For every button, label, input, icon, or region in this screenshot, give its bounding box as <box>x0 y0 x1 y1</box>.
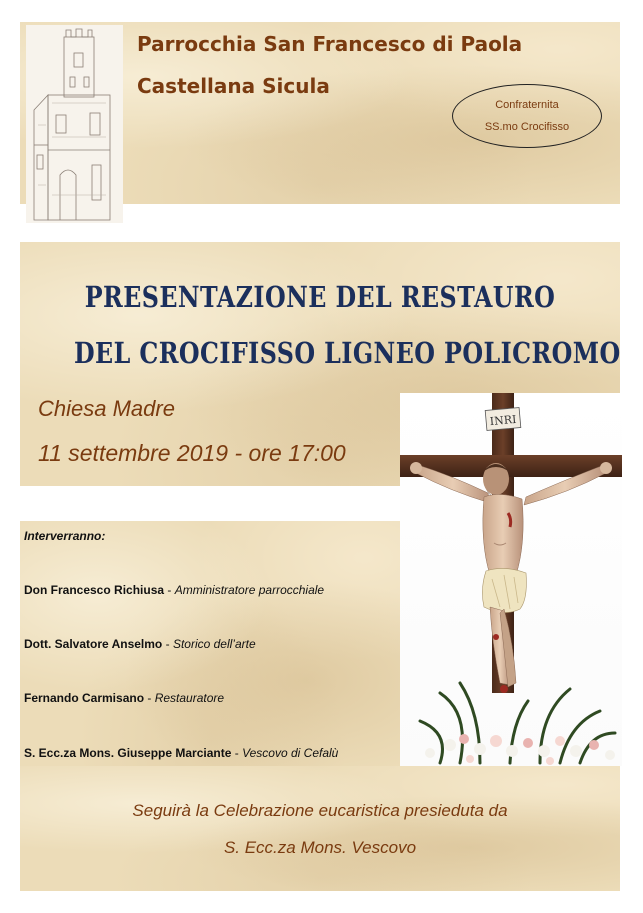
speaker-separator: - <box>164 583 175 597</box>
speaker-item <box>24 746 338 760</box>
parish-town: Castellana Sicula <box>137 74 330 98</box>
speaker-item <box>24 637 256 651</box>
speakers-intro: Interverranno: <box>24 529 106 543</box>
speaker-name: Don Francesco Richiusa <box>24 583 165 597</box>
footer-celebrant-line: S. Ecc.za Mons. Vescovo <box>223 838 417 857</box>
speaker-name: S. Ecc.za Mons. Giuseppe Marciante <box>24 746 232 760</box>
confraternity-line-2: SS.mo Crocifisso <box>484 121 570 133</box>
parish-name: Parrocchia San Francesco di Paola <box>137 32 523 56</box>
church-sketch-image <box>26 25 123 223</box>
crucifix-photo <box>400 393 622 766</box>
speaker-role: Amministratore parrocchiale <box>174 583 325 597</box>
speaker-separator: - <box>162 637 173 651</box>
event-datetime: 11 settembre 2019 - ore 17:00 <box>38 440 346 466</box>
speaker-name: Fernando Carmisano <box>24 691 145 705</box>
speaker-item <box>24 583 324 597</box>
confraternity-badge <box>452 84 602 148</box>
speaker-item <box>24 691 224 705</box>
speaker-name: Dott. Salvatore Anselmo <box>24 637 163 651</box>
event-title-line-2: DEL CROCIFISSO LIGNEO POLICROMO <box>74 336 621 370</box>
confraternity-line-1: Confraternita <box>495 99 559 111</box>
speaker-separator: - <box>231 746 243 760</box>
event-title-line-1: PRESENTAZIONE DEL RESTAURO <box>84 280 556 314</box>
footer-celebration-line: Seguirà la Celebrazione eucaristica presieduta da <box>132 801 508 820</box>
speaker-separator: - <box>144 691 155 705</box>
speaker-role: Storico dell’arte <box>172 637 256 651</box>
speaker-role: Restauratore <box>154 691 225 705</box>
event-venue: Chiesa Madre <box>38 396 175 421</box>
speaker-role: Vescovo di Cefalù <box>242 746 339 760</box>
inri-plaque-text: INRI <box>489 412 517 429</box>
footer-panel <box>20 766 620 891</box>
